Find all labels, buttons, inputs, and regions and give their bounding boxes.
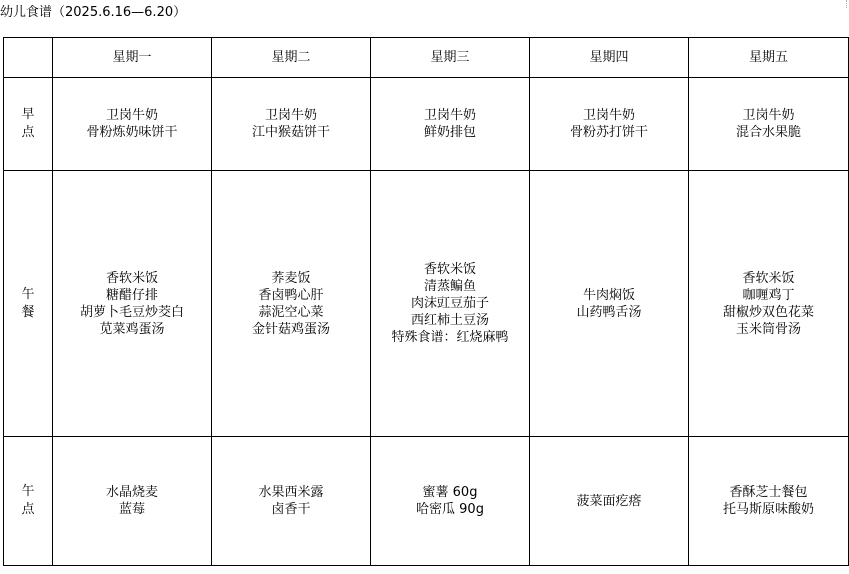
dish-item: 卫岗牛奶 (264, 108, 317, 123)
dish-item: 卫岗牛奶 (105, 108, 158, 123)
meal-label-char: 点 (21, 125, 35, 140)
meal-label-char: 早 (21, 107, 35, 122)
dish-item: 卫岗牛奶 (742, 108, 795, 123)
dish-item: 蒜泥空心菜 (258, 304, 324, 320)
dish-item: 菠菜面疙瘩 (576, 493, 642, 509)
meal-row-afternoon-snack (4, 437, 849, 566)
dish-item-special: 特殊食谱：红烧麻鸭 (391, 330, 509, 345)
dish-item: 托马斯原味酸奶 (722, 502, 814, 517)
day-header-tue: 星期二 (212, 38, 371, 78)
dish-item: 肉沫豇豆茄子 (410, 296, 489, 311)
dish-item: 牛肉焖饭 (582, 287, 635, 303)
dish-item: 鲜奶排包 (423, 125, 476, 140)
dish-item: 骨粉炼奶味饼干 (86, 125, 178, 140)
menu-cell-mon-lunch (53, 171, 212, 437)
menu-cell-tue-afternoon (212, 437, 371, 566)
dish-item: 香软米饭 (423, 262, 476, 277)
meal-row-lunch (4, 171, 849, 437)
meal-label-lunch (4, 171, 53, 437)
dish-item: 水晶烧麦 (105, 485, 158, 500)
meal-label-afternoon-snack (4, 437, 53, 566)
dish-item: 苋菜鸡蛋汤 (99, 321, 165, 337)
menu-cell-tue-breakfast (212, 78, 371, 171)
meal-label-char: 午 (21, 484, 35, 499)
dish-item: 荞麦饭 (271, 270, 311, 286)
meal-label-breakfast-snack (4, 78, 53, 171)
dish-item: 蓝莓 (118, 502, 145, 517)
menu-cell-wed-breakfast (371, 78, 530, 171)
menu-cell-fri-breakfast (689, 78, 849, 171)
menu-cell-wed-afternoon (371, 437, 530, 566)
day-header-mon: 星期一 (53, 38, 212, 78)
menu-cell-thu-afternoon (530, 437, 689, 566)
header-row (4, 38, 849, 78)
dish-item: 金针菇鸡蛋汤 (251, 321, 330, 337)
page-corner-marker (840, 0, 847, 8)
dish-item: 香软米饭 (742, 270, 795, 286)
dish-item: 糖醋仔排 (105, 287, 158, 303)
day-header-fri: 星期五 (689, 38, 849, 78)
menu-table (3, 37, 849, 566)
menu-cell-fri-afternoon (689, 437, 849, 566)
menu-cell-fri-lunch (689, 171, 849, 437)
page-title: 幼儿食谱（2025.6.16—6.20） (0, 5, 187, 20)
menu-cell-mon-breakfast (53, 78, 212, 171)
meal-label-char: 午 (21, 286, 35, 302)
dish-item: 卫岗牛奶 (423, 108, 476, 123)
dish-item: 香卤鸭心肝 (258, 287, 324, 303)
dish-item: 胡萝卜毛豆炒茭白 (79, 304, 184, 320)
menu-cell-mon-afternoon (53, 437, 212, 566)
dish-item: 混合水果脆 (735, 125, 801, 140)
dish-item: 水果西米露 (258, 485, 324, 500)
dish-item: 玉米筒骨汤 (735, 321, 801, 337)
menu-cell-wed-lunch (371, 171, 530, 437)
dish-item: 咖喱鸡丁 (742, 287, 795, 303)
dish-item: 山药鸭舌汤 (576, 304, 642, 320)
menu-cell-thu-breakfast (530, 78, 689, 171)
day-header-wed: 星期三 (371, 38, 530, 78)
dish-item: 清蒸鳊鱼 (423, 279, 476, 294)
menu-cell-tue-lunch (212, 171, 371, 437)
corner-cell (4, 38, 53, 78)
dish-item: 香酥芝士餐包 (729, 485, 808, 500)
dish-item: 哈密瓜 90g (416, 502, 484, 517)
dish-item: 西红柿土豆汤 (410, 313, 489, 328)
dish-item: 蜜薯 60g (422, 485, 478, 500)
dish-item: 甜椒炒双色花菜 (722, 304, 814, 320)
meal-label-char: 餐 (21, 304, 35, 320)
day-header-thu: 星期四 (530, 38, 689, 78)
dish-item: 卫岗牛奶 (582, 108, 635, 123)
dish-item: 卤香干 (271, 502, 311, 517)
dish-item: 江中猴菇饼干 (251, 125, 330, 140)
menu-cell-thu-lunch (530, 171, 689, 437)
dish-item: 香软米饭 (105, 270, 158, 286)
dish-item: 骨粉苏打饼干 (569, 125, 648, 140)
meal-label-char: 点 (21, 502, 35, 517)
meal-row-breakfast-snack (4, 78, 849, 171)
